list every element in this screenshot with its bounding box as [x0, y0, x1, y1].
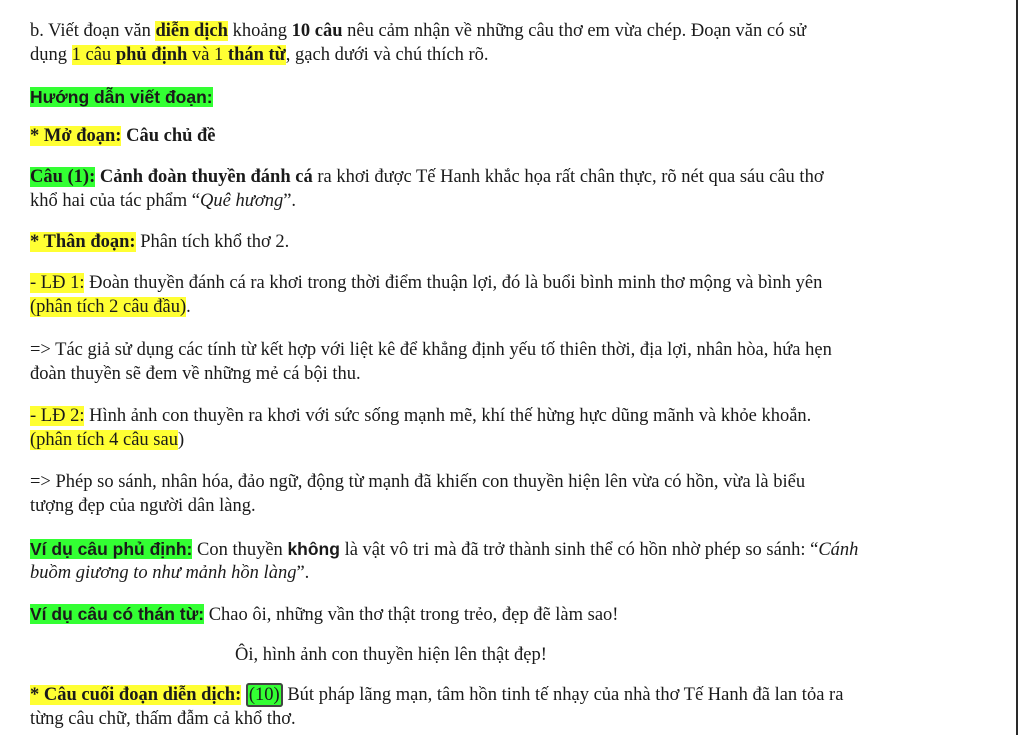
highlight-than-tu: thán từ: [227, 45, 286, 65]
body-label: * Thân đoạn:: [30, 232, 136, 252]
ld2-result: [30, 470, 1005, 518]
topic-text: ra khơi được Tế Hanh khắc họa rất chân thực, rõ nét qua sáu câu thơ: [312, 167, 824, 187]
negation-word: không: [287, 539, 340, 559]
prompt-text: nêu cảm nhận về những câu thơ em vừa chép. Đoạn văn có sử: [342, 21, 807, 41]
quote-italic: Cánh: [818, 540, 859, 560]
page-edge: [1016, 0, 1018, 735]
ld2-paragraph: [30, 404, 1005, 452]
ld2-note: (phân tích 4 câu sau: [30, 430, 178, 450]
highlight-dien-dich: diễn dịch: [155, 21, 228, 41]
interjection-example: [30, 602, 1005, 626]
highlight-phu-dinh: phủ định: [115, 45, 188, 65]
poem-title: Quê hương: [200, 191, 284, 211]
intro-label: * Mở đoạn:: [30, 126, 122, 146]
interjection-example-2: [30, 643, 1005, 667]
ld1-note: (phân tích 2 câu đầu): [30, 297, 187, 317]
interjection-label: Ví dụ câu có thán từ:: [30, 604, 205, 624]
topic-bold: Cảnh đoàn thuyền đánh cá: [95, 167, 313, 187]
negation-example: [30, 537, 1005, 585]
ld2-text: Hình ảnh con thuyền ra khơi với sức sống mạnh mẽ, khí thế hừng hực dũng mãnh và khỏe khoắn.: [84, 406, 812, 426]
highlight-va-1: và 1: [187, 45, 228, 65]
document-page: [30, 0, 1005, 735]
highlight-1-cau: 1 câu: [71, 45, 116, 65]
negation-text: ”.: [296, 563, 310, 583]
negation-label: Ví dụ câu phủ định:: [30, 539, 193, 559]
conclusion-text: Bút pháp lãng mạn, tâm hồn tinh tế nhạy của nhà thơ Tế Hanh đã lan tỏa ra: [282, 685, 844, 705]
prompt-text: b. Viết đoạn văn: [30, 21, 156, 41]
negation-text: là vật vô tri mà đã trở thành sinh thể có hồn nhờ phép so sánh: “: [339, 540, 819, 560]
ld1-label: - LĐ 1:: [30, 273, 85, 293]
ld1-result: [30, 338, 1005, 386]
task-prompt: [30, 19, 1005, 67]
ld2-result-line2: tượng đẹp của người dân làng.: [30, 496, 256, 516]
interjection-text: Chao ôi, những vần thơ thật trong trẻo, đẹp đẽ làm sao!: [204, 605, 619, 625]
conclusion-line2: từng câu chữ, thấm đẫm cả khổ thơ.: [30, 709, 296, 729]
topic-sentence: [30, 165, 1005, 213]
ld1-paragraph: [30, 271, 1005, 319]
prompt-bold-10-cau: 10 câu: [291, 21, 343, 41]
topic-label: Câu (1):: [30, 167, 96, 187]
prompt-text: dụng: [30, 45, 72, 65]
guide-title: [30, 85, 1005, 109]
ld2-after: ): [177, 430, 185, 450]
topic-text: ”.: [283, 191, 297, 211]
prompt-text: khoảng: [227, 21, 292, 41]
ld1-result-line2: đoàn thuyền sẽ đem về những mẻ cá bội thu.: [30, 364, 361, 384]
conclusion-label: * Câu cuối đoạn diễn dịch:: [30, 685, 242, 705]
conclusion: [30, 683, 1005, 731]
body-line: [30, 230, 1005, 254]
guide-title-label: Hướng dẫn viết đoạn:: [30, 87, 213, 107]
body-text: Phân tích khổ thơ 2.: [135, 232, 290, 252]
ld1-result-line1: => Tác giả sử dụng các tính từ kết hợp với liệt kê để khẳng định yếu tố thiên thời, địa lợi, nhân hòa, hứa hẹn: [30, 340, 832, 360]
interjection-text-2: Ôi, hình ảnh con thuyền hiện lên thật đẹp!: [235, 645, 547, 665]
topic-text: khổ hai của tác phẩm “: [30, 191, 201, 211]
intro-text: Câu chủ đề: [121, 126, 216, 146]
quote-italic: buồm giương to như mảnh hồn làng: [30, 563, 297, 583]
conclusion-number: (10): [246, 683, 283, 707]
ld2-result-line1: => Phép so sánh, nhân hóa, đảo ngữ, động từ mạnh đã khiến con thuyền hiện lên vừa có hồn, vừa là biểu: [30, 472, 806, 492]
negation-text: Con thuyền: [192, 540, 288, 560]
ld2-label: - LĐ 2:: [30, 406, 85, 426]
intro-line: [30, 124, 1005, 148]
ld1-after: .: [186, 297, 191, 317]
ld1-text: Đoàn thuyền đánh cá ra khơi trong thời điểm thuận lợi, đó là buổi bình minh thơ mộng và bình yên: [84, 273, 823, 293]
prompt-text: , gạch dưới và chú thích rõ.: [285, 45, 489, 65]
